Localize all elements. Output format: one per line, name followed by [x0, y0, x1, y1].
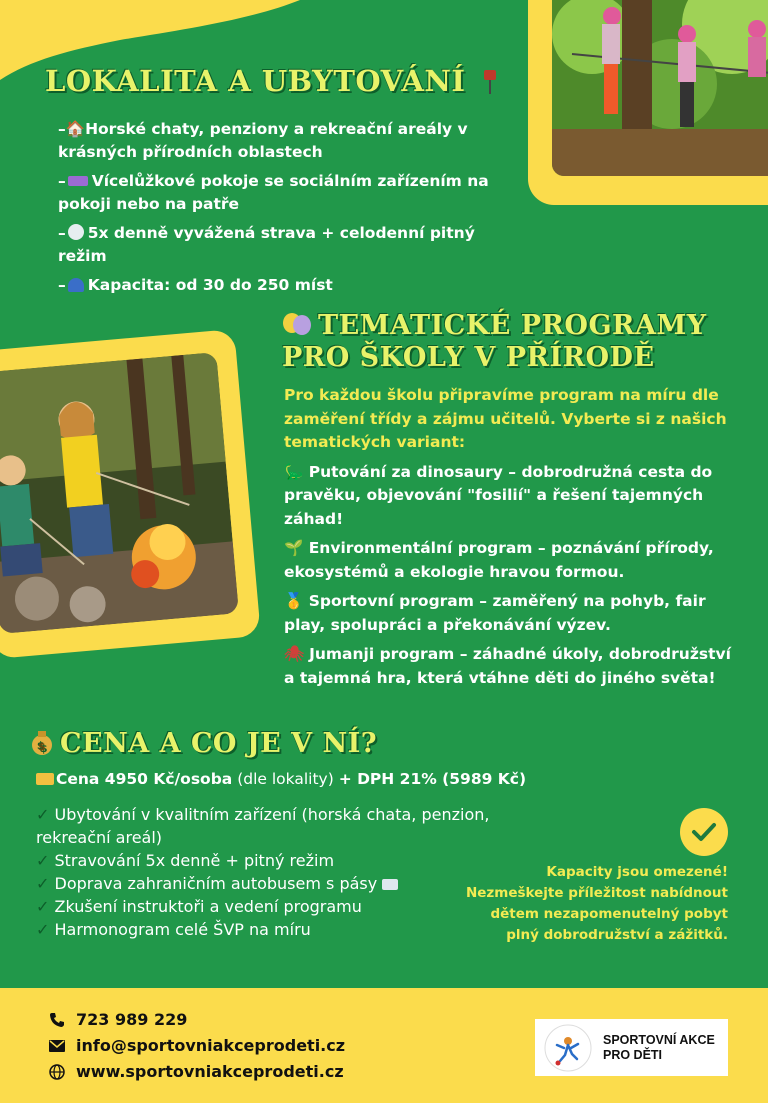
bed-icon: [68, 176, 88, 186]
list-item: 🌱 Environmentální program – poznávání přírody, ekosystémů a ekologie hravou formou.: [284, 539, 714, 581]
lokalita-heading: LOKALITA A UBYTOVÁNÍ: [45, 64, 496, 98]
price-line: Cena 4950 Kč/osoba (dle lokality) + DPH 21% (5989 Kč): [36, 770, 526, 788]
list-item: 🦕 Putování za dinosaury – dobrodružná cesta do pravěku, objevování "fosilií" a řešení tajemných záhad!: [284, 462, 713, 528]
list-item: ✓ Zkušení instruktoři a vedení programu: [36, 897, 362, 916]
check-icon: ✓: [36, 851, 50, 870]
capacity-notice: Kapacity jsou omezené! Nezmeškejte příležitost nabídnout dětem nezapomenutelný pobyt plný dobrodružství a zážitků.: [465, 864, 728, 943]
checkmark-circle-icon: [680, 808, 728, 856]
check-icon: ✓: [36, 897, 50, 916]
logo-text: SPORTOVNÍ AKCE PRO DĚTI: [603, 1032, 715, 1062]
logo-emblem: [543, 1023, 593, 1073]
house-icon: 🏠: [65, 120, 86, 138]
theater-masks-icon: [282, 312, 312, 336]
list-item: –🏠Horské chaty, penziony a rekreační areály v krásných přírodních oblastech: [58, 120, 468, 161]
people-icon: [68, 278, 84, 292]
list-item: – 5x denně vyvážená strava + celodenní pitný režim: [58, 224, 475, 265]
seedling-icon: 🌱: [284, 539, 304, 557]
svg-text:$: $: [37, 740, 47, 753]
footer: [0, 988, 768, 1103]
list-item: ✓ Harmonogram celé ŠVP na míru: [36, 920, 311, 939]
list-item: – Kapacita: od 30 do 250 míst: [58, 276, 333, 294]
phone-icon: [48, 1011, 66, 1029]
photo-climbing-kids: [552, 0, 768, 176]
spider-icon: 🕷: [284, 645, 304, 663]
globe-icon: [48, 1063, 66, 1081]
photo-campfire-kids: [0, 352, 239, 634]
money-bag-icon: [30, 729, 54, 755]
logo-box[interactable]: [535, 1019, 728, 1076]
list-item: 🕷 Jumanji program – záhadné úkoly, dobrodružství a tajemná hra, která vtáhne děti do jiného světa!: [284, 645, 731, 687]
web-contact[interactable]: www.sportovniakceprodeti.cz: [48, 1062, 344, 1081]
bus-icon: [382, 879, 398, 890]
pin-icon: [484, 67, 496, 91]
check-icon: ✓: [36, 920, 50, 939]
medal-icon: 🥇: [284, 592, 304, 610]
list-item: ✓ Ubytování v kvalitním zařízení (horská chata, penzion, rekreační areál): [36, 805, 490, 847]
dinosaur-icon: 🦕: [284, 462, 304, 481]
credit-card-icon: [36, 773, 54, 785]
list-item: – Vícelůžkové pokoje se sociálním zařízením na pokoji nebo na patře: [58, 172, 489, 213]
phone-contact[interactable]: 723 989 229: [48, 1010, 187, 1029]
list-item: 🥇 Sportovní program – zaměřený na pohyb, fair play, spolupráci a překonávání výzev.: [284, 592, 706, 634]
included-list: [36, 803, 506, 941]
cena-heading: $ CENA A CO JE V NÍ?: [30, 728, 377, 759]
envelope-icon: [48, 1037, 66, 1055]
list-item: ✓ Doprava zahraničním autobusem s pásy: [36, 872, 506, 895]
email-contact[interactable]: info@sportovniakceprodeti.cz: [48, 1036, 345, 1055]
programy-heading: TEMATICKÉ PROGRAMY PRO ŠKOLY V PŘÍRODĚ: [282, 310, 707, 373]
food-icon: [68, 224, 84, 240]
check-icon: ✓: [36, 805, 50, 824]
lokalita-list: [58, 118, 513, 303]
check-icon: ✓: [36, 874, 50, 893]
programy-intro: Pro každou školu připravíme program na míru dle zaměření třídy a zájmu učitelů. Vyberte si z našich tematických variant:: [284, 386, 727, 451]
list-item: ✓ Stravování 5x denně + pitný režim: [36, 851, 335, 870]
programy-section: [284, 384, 744, 690]
